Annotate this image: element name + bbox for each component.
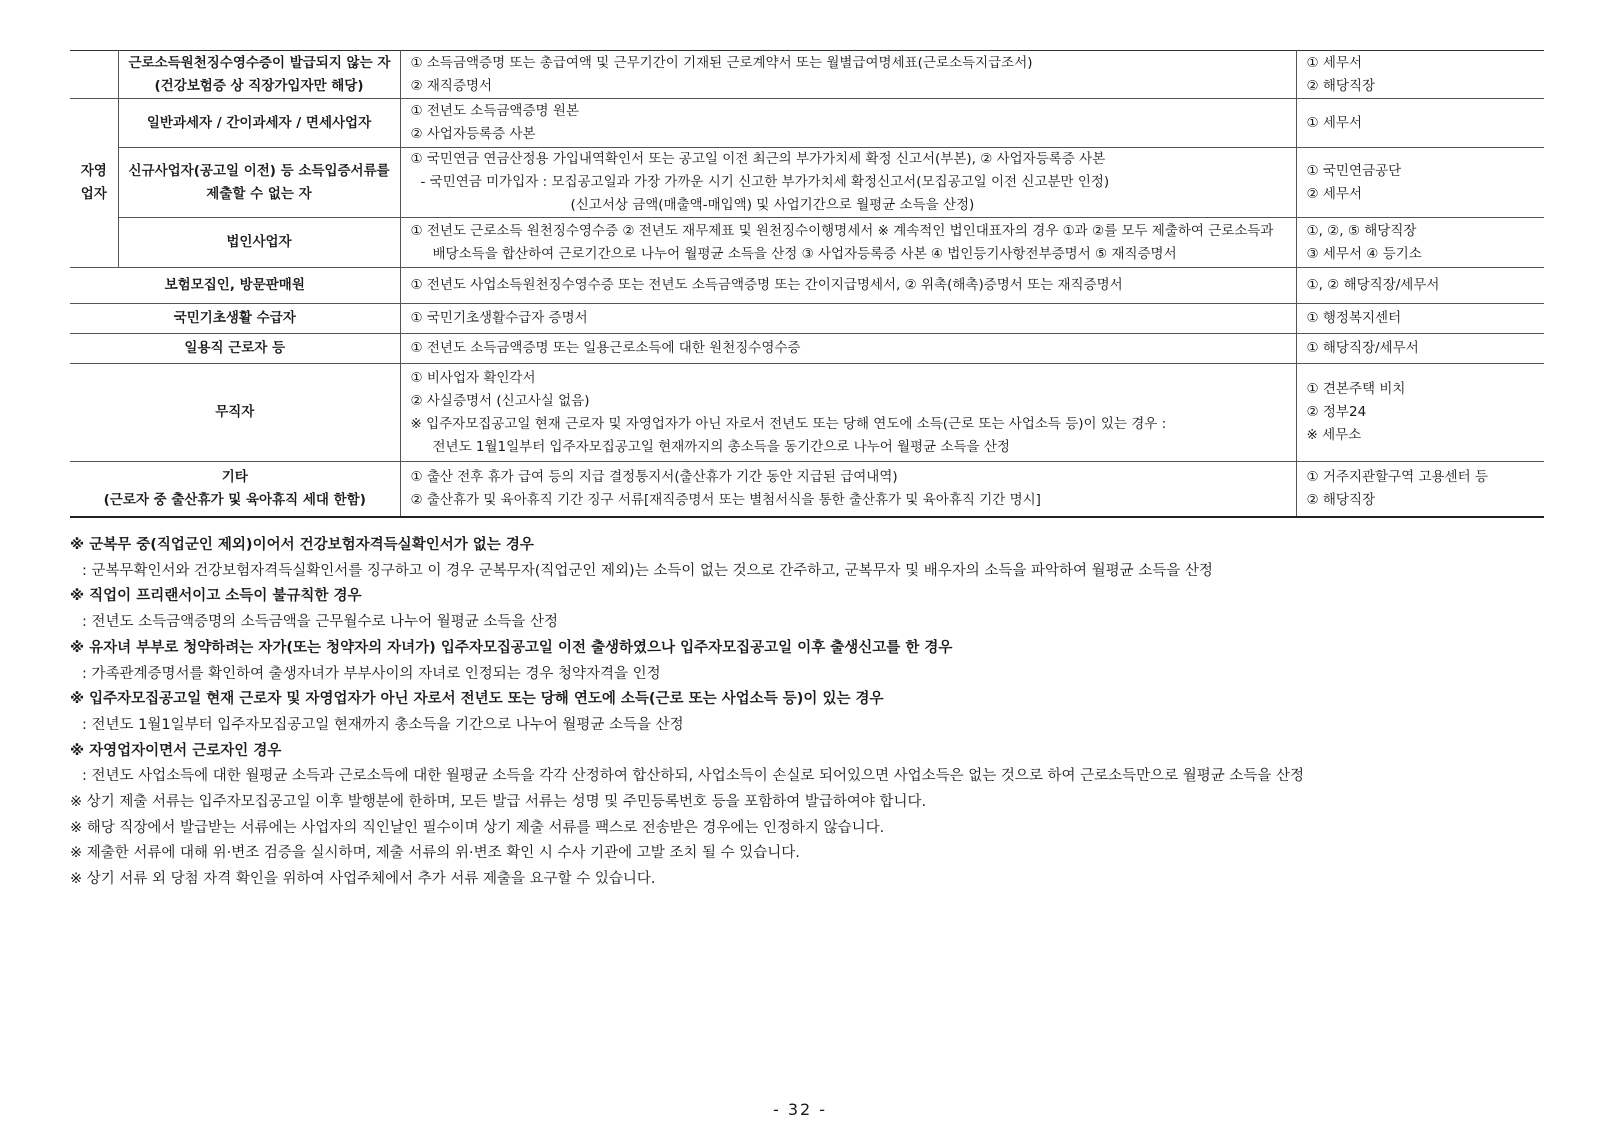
issuer-cell: ①, ②, ⑤ 해당직장 ③ 세무서 ④ 등기소 — [1296, 218, 1544, 268]
note-item — [70, 739, 1544, 790]
note-title: ※ 직업이 프리랜서이고 소득이 불규칙한 경우 — [70, 588, 362, 605]
issuer-cell: ① 거주지관할구역 고용센터 등 ② 해당직장 — [1296, 462, 1544, 517]
category-cell: 근로소득원천징수영수증이 발급되지 않는 자 (건강보험증 상 직장가입자만 해당) — [118, 51, 400, 99]
notes-section — [70, 533, 1544, 893]
general-note: ※ 제출한 서류에 대해 위·변조 검증을 실시하며, 제출 서류의 위·변조 확인 시 수사 기관에 고발 조치 될 수 있습니다. — [70, 845, 800, 862]
note-body: : 전년도 소득금액증명의 소득금액을 근무월수로 나누어 월평균 소득을 산정 — [82, 614, 558, 631]
general-note: ※ 해당 직장에서 발급받는 서류에는 사업자의 직인날인 필수이며 상기 제출 서류를 팩스로 전송받은 경우에는 인정하지 않습니다. — [70, 819, 885, 836]
category-cell: 법인사업자 — [118, 218, 400, 268]
note-body: : 전년도 1월1일부터 입주자모집공고일 현재까지 총소득을 기간으로 나누어 월평균 소득을 산정 — [82, 716, 684, 733]
issuer-cell: ① 견본주택 비치 ② 정부24 ※ 세무소 — [1296, 364, 1544, 462]
table-row — [70, 218, 1544, 268]
issuer-cell: ① 해당직장/세무서 — [1296, 334, 1544, 364]
general-note: ※ 상기 서류 외 당첨 자격 확인을 위하여 사업주체에서 추가 서류 제출을 요구할 수 있습니다. — [70, 871, 656, 888]
issuer-cell: ① 세무서 ② 해당직장 — [1296, 51, 1544, 99]
category-cell: 일용직 근로자 등 — [70, 334, 400, 364]
documents-cell: ① 전년도 사업소득원천징수영수증 또는 전년도 소득금액증명 또는 간이지급명세서, ② 위촉(해촉)증명서 또는 재직증명서 — [400, 268, 1296, 304]
note-body: : 군복무확인서와 건강보험자격득실확인서를 징구하고 이 경우 군복무자(직업군인 제외)는 소득이 없는 것으로 간주하고, 군복무자 및 배우자의 소득을 파악하여 월평균 소득을 산정 — [82, 562, 1213, 579]
note-item — [70, 533, 1544, 584]
note-title: ※ 자영업자이면서 근로자인 경우 — [70, 742, 282, 759]
category-cell: 일반과세자 / 간이과세자 / 면세사업자 — [118, 99, 400, 148]
table-row — [70, 99, 1544, 148]
note-body: : 가족관계증명서를 확인하여 출생자녀가 부부사이의 자녀로 인정되는 경우 청약자격을 인정 — [82, 665, 661, 682]
documents-cell: ① 전년도 소득금액증명 원본 ② 사업자등록증 사본 — [400, 99, 1296, 148]
documents-cell: ① 출산 전후 휴가 급여 등의 지급 결정통지서(출산휴가 기간 동안 지급된 급여내역) ② 출산휴가 및 육아휴직 기간 징구 서류[재직증명서 또는 별첨서식을 통한 출산휴가 및 육아휴직 기간 명시] — [400, 462, 1296, 517]
category-cell: 기타 (근로자 중 출산휴가 및 육아휴직 세대 한함) — [70, 462, 400, 517]
page-number: - 32 - — [772, 1100, 828, 1119]
category-cell: 국민기초생활 수급자 — [70, 304, 400, 334]
note-title: ※ 입주자모집공고일 현재 근로자 및 자영업자가 아닌 자로서 전년도 또는 당해 연도에 소득(근로 또는 사업소득 등)이 있는 경우 — [70, 691, 884, 708]
documents-cell: ① 전년도 소득금액증명 또는 일용근로소득에 대한 원천징수영수증 — [400, 334, 1296, 364]
table-row — [70, 51, 1544, 99]
documents-cell: ① 국민기초생활수급자 증명서 — [400, 304, 1296, 334]
documents-cell: ① 비사업자 확인각서 ② 사실증명서 (신고사실 없음) ※ 입주자모집공고일 현재 근로자 및 자영업자가 아닌 자로서 전년도 또는 당해 연도에 소득(근로 또는 사업소득 등)이 있는 경우 : 전년도 1월1일부터 입주자모집공고일 현재까지의 총소득을 동기간으로 나누어 월평균 소득을 산정 — [400, 364, 1296, 462]
issuer-cell: ①, ② 해당직장/세무서 — [1296, 268, 1544, 304]
documents-cell: ① 국민연금 연금산정용 가입내역확인서 또는 공고일 이전 최근의 부가가치세 확정 신고서(부본), ② 사업자등록증 사본 - 국민연금 미가입자 : 모집공고일과 가장 가까운 시기 신고한 부가가치세 확정신고서(모집공고일 이전 신고분만 인정) (신고서상 금액(매출액-매입액) 및 사업기간으로 월평균 소득을 산정) — [400, 148, 1296, 218]
table-row — [70, 268, 1544, 304]
issuer-cell: ① 세무서 — [1296, 99, 1544, 148]
note-item — [70, 584, 1544, 635]
note-title: ※ 군복무 중(직업군인 제외)이어서 건강보험자격득실확인서가 없는 경우 — [70, 537, 534, 553]
issuer-cell: ① 국민연금공단 ② 세무서 — [1296, 148, 1544, 218]
document-requirements-table — [70, 50, 1544, 518]
table-row — [70, 334, 1544, 364]
self-employed-group-cell: 자영 업자 — [70, 99, 118, 268]
note-item — [70, 636, 1544, 687]
general-note: ※ 상기 제출 서류는 입주자모집공고일 이후 발행분에 한하며, 모든 발급 서류는 성명 및 주민등록번호 등을 포함하여 발급하여야 합니다. — [70, 794, 927, 811]
documents-cell: ① 전년도 근로소득 원천징수영수증 ② 전년도 재무제표 및 원천징수이행명세서 ※ 계속적인 법인대표자의 경우 ①과 ②를 모두 제출하여 근로소득과 배당소득을 합산하여 근로기간으로 나누어 월평균 소득을 산정 ③ 사업자등록증 사본 ④ 법인등기사항전부증명서 ⑤ 재직증명서 — [400, 218, 1296, 268]
blank-group-cell — [70, 51, 118, 99]
category-cell: 신규사업자(공고일 이전) 등 소득입증서류를 제출할 수 없는 자 — [118, 148, 400, 218]
table-row — [70, 148, 1544, 218]
table-row — [70, 364, 1544, 462]
category-cell: 무직자 — [70, 364, 400, 462]
note-body: : 전년도 사업소득에 대한 월평균 소득과 근로소득에 대한 월평균 소득을 각각 산정하여 합산하되, 사업소득이 손실로 되어있으면 사업소득은 없는 것으로 하여 근로소득만으로 월평균 소득을 산정 — [82, 768, 1305, 785]
issuer-cell: ① 행정복지센터 — [1296, 304, 1544, 334]
category-cell: 보험모집인, 방문판매원 — [70, 268, 400, 304]
table-row — [70, 462, 1544, 517]
table-row — [70, 304, 1544, 334]
documents-cell: ① 소득금액증명 또는 총급여액 및 근무기간이 기재된 근로계약서 또는 월별급여명세표(근로소득지급조서) ② 재직증명서 — [400, 51, 1296, 99]
note-item — [70, 687, 1544, 738]
note-title: ※ 유자녀 부부로 청약하려는 자가(또는 청약자의 자녀가) 입주자모집공고일 이전 출생하였으나 입주자모집공고일 이후 출생신고를 한 경우 — [70, 639, 953, 656]
